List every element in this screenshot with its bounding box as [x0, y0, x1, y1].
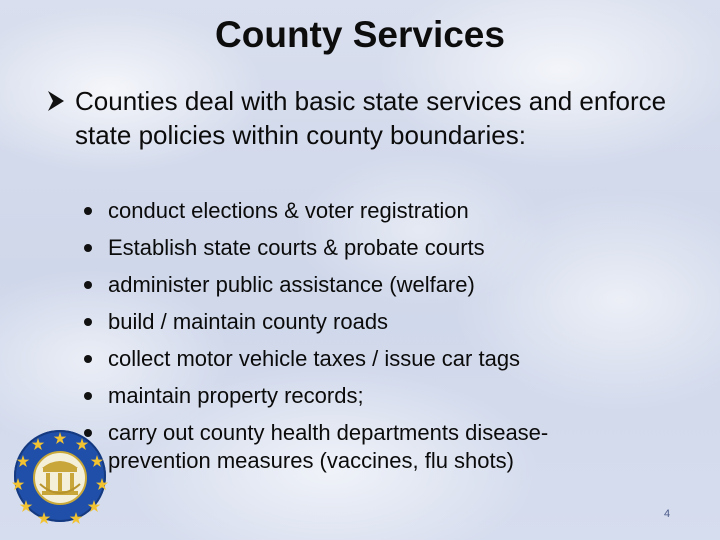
list-item-text: carry out county health departments disease-: [108, 420, 549, 445]
dot-bullet-icon: [84, 392, 92, 400]
dot-bullet-icon: [84, 244, 92, 252]
georgia-state-seal-icon: [12, 428, 108, 524]
list-item: [108, 229, 668, 266]
list-item-continuation: prevention measures (vaccines, flu shots): [108, 448, 514, 473]
slide-title: County Services: [215, 14, 505, 55]
dot-bullet-icon: [84, 355, 92, 363]
dot-bullet-icon: [84, 207, 92, 215]
list-item-text: administer public assistance (welfare): [108, 272, 475, 297]
dot-bullet-icon: [84, 318, 92, 326]
list-item: [108, 377, 668, 414]
list-item-text: maintain property records;: [108, 383, 364, 408]
list-item: [108, 303, 668, 340]
list-item: [108, 340, 668, 377]
main-bullet: [50, 84, 670, 152]
list-item-text: build / maintain county roads: [108, 309, 389, 334]
page-number: 4: [664, 508, 671, 520]
list-item: [108, 266, 668, 303]
list-item: [108, 414, 668, 475]
list-item: [108, 192, 668, 229]
main-bullet-text: Counties deal with basic state services and enforce state policies within county boundaries:: [75, 86, 667, 150]
arrow-bullet-icon: [47, 90, 65, 112]
list-item-text: collect motor vehicle taxes / issue car tags: [108, 346, 521, 371]
dot-bullet-icon: [84, 281, 92, 289]
list-item-text: conduct elections & voter registration: [108, 198, 469, 223]
list-item-text: Establish state courts & probate courts: [108, 235, 485, 260]
sub-bullet-list: [108, 192, 668, 475]
